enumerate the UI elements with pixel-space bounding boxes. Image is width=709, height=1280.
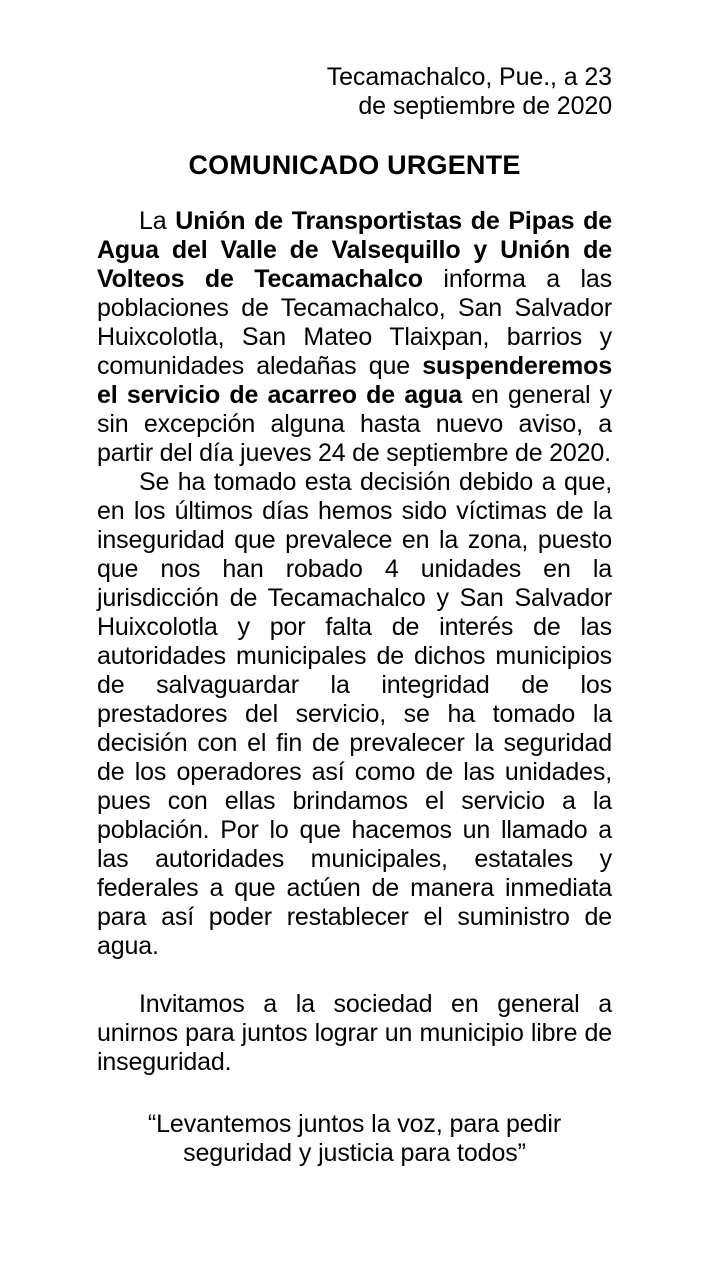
- document-body: [97, 207, 612, 1077]
- paragraph-3: Invitamos a la sociedad en general a unirnos para juntos lograr un municipio libre de inseguridad.: [97, 990, 612, 1076]
- paragraph-1-segment-2: informa a las poblaciones de Tecamachalco, San Salvador Huixcolotla, San Mateo Tlaixpan, barrios y comunidades aledañas que: [97, 265, 612, 380]
- dateline-line-1: Tecamachalco, Pue., a 23: [326, 63, 612, 91]
- paragraph-1-segment-3: en general y sin excepción alguna hasta nuevo aviso, a partir del día jueves 24 de septiembre de 2020.: [97, 381, 612, 467]
- page-title: COMUNICADO URGENTE: [188, 150, 521, 180]
- dateline-line-2: de septiembre de 2020: [358, 92, 612, 120]
- dateline: [97, 63, 612, 121]
- paragraph-1-bold-suspension: suspenderemos el servicio de acarreo de agua: [97, 352, 612, 409]
- paragraph-1: [97, 207, 612, 468]
- closing-slogan: [97, 1110, 612, 1168]
- slogan-line-2: seguridad y justicia para todos”: [183, 1139, 526, 1167]
- paragraph-1-segment-1: La: [139, 207, 176, 235]
- paragraph-2: Se ha tomado esta decisión debido a que, en los últimos días hemos sido víctimas de la inseguridad que prevalece en la zona, puesto que nos han robado 4 unidades en la jurisdicción de Tecamachalco y San Salvador Huixcolotla y por falta de interés de las autoridades municipales de dichos municipios de salvaguardar la integridad de los prestadores del servicio, se ha tomado la decisión con el fin de prevalecer la seguridad de los operadores así como de las unidades, pues con ellas brindamos el servicio a la población. Por lo que hacemos un llamado a las autoridades municipales, estatales y federales a que actúen de manera inmediata para así poder restablecer el suministro de agua.: [97, 468, 612, 960]
- slogan-line-1: “Levantemos juntos la voz, para pedir: [147, 1110, 562, 1138]
- document-content: [97, 0, 612, 1168]
- paragraph-1-bold-organizations: Unión de Transportistas de Pipas de Agua del Valle de Valsequillo y Unión de Volteos de Tecamachalco: [97, 207, 613, 293]
